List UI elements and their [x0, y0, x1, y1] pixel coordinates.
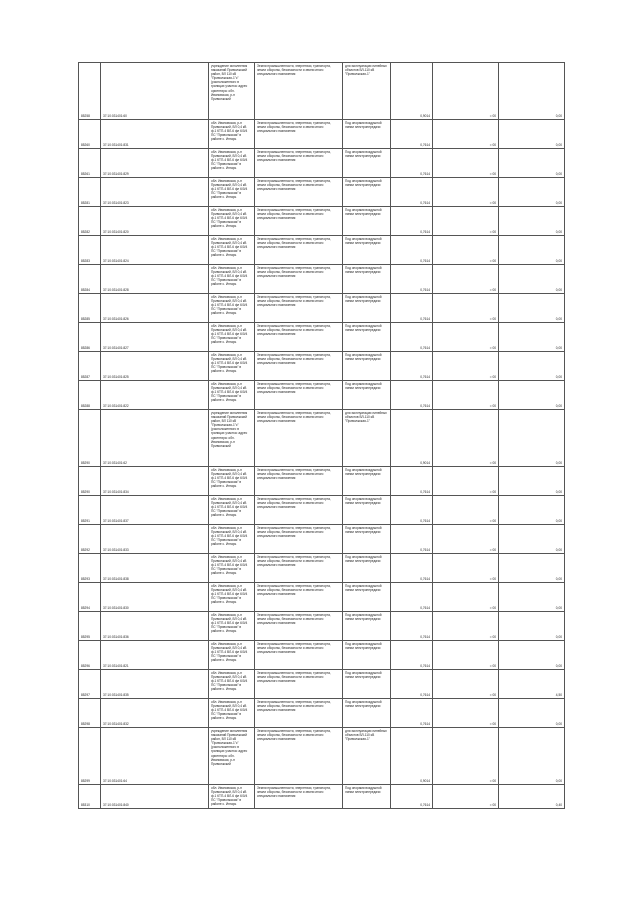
table-row: [79, 120, 565, 149]
land-category-cell: Земли промышленности, энергетики, транспорта, земли обороны, безопасности и земли иного специального назначения: [255, 178, 343, 207]
value-cell: 0,00: [499, 178, 565, 207]
permitted-use-cell: Под опорами воздушной линии электропередачи: [343, 323, 391, 352]
land-category-cell: Земли промышленности, энергетики, транспорта, земли обороны, безопасности и земли иного специального назначения: [255, 410, 343, 467]
table-row: [79, 728, 565, 785]
record-number-cell: 85290: [79, 467, 101, 496]
value-cell: 0,00: [499, 583, 565, 612]
record-number-cell: 85298: [79, 699, 101, 728]
land-category-cell: Земли промышленности, энергетики, транспорта, земли обороны, безопасности и земли иного специального назначения: [255, 583, 343, 612]
permitted-use-cell: Под опорами воздушной линии электропередачи: [343, 236, 391, 265]
land-category-cell: Земли промышленности, энергетики, транспорта, земли обороны, безопасности и земли иного специального назначения: [255, 554, 343, 583]
area-cell: 0,9014: [391, 410, 433, 467]
area-cell: 0,7614: [391, 294, 433, 323]
permitted-use-cell: для эксплуатации линейных объектов ВЛ-110 кВ "Приволжская-1": [343, 410, 391, 467]
area-cell: 0,7614: [391, 583, 433, 612]
land-category-cell: Земли промышленности, энергетики, транспорта, земли обороны, безопасности и земли иного специального назначения: [255, 699, 343, 728]
share-cell: = 00: [433, 467, 499, 496]
address-cell: обл. Ивановская, р-н Приволжский, ВЛ 0,4 кВ ф.1 КТП-4 ВЛ-6 фл 6/0/4 ПС "Приволжская" в районе с. Ингарь: [209, 323, 255, 352]
table-row: [79, 236, 565, 265]
land-category-cell: Земли промышленности, энергетики, транспорта, земли обороны, безопасности и земли иного специального назначения: [255, 728, 343, 785]
cadastral-number-cell: 37:10:031401:64: [101, 728, 209, 785]
cadastral-number-cell: 37:10:031401:60: [101, 63, 209, 120]
land-category-cell: Земли промышленности, энергетики, транспорта, земли обороны, безопасности и земли иного специального назначения: [255, 641, 343, 670]
permitted-use-cell: Под опорами воздушной линии электропередачи: [343, 699, 391, 728]
register-rows: [79, 63, 565, 809]
address-cell: учреждение исполнения наказаний Приволжский район, ВЛ 110 кВ "Приволжская-1"с" (расположенного в границах участка: адрес ориентира: обл. Ивановская, р-н Приволжский: [209, 410, 255, 467]
value-cell: 0,00: [499, 728, 565, 785]
permitted-use-cell: Под опорами воздушной линии электропередачи: [343, 178, 391, 207]
land-category-cell: Земли промышленности, энергетики, транспорта, земли обороны, безопасности и земли иного специального назначения: [255, 612, 343, 641]
share-cell: = 00: [433, 496, 499, 525]
record-number-cell: 85286: [79, 323, 101, 352]
permitted-use-cell: Под опорами воздушной линии электропередачи: [343, 612, 391, 641]
table-row: [79, 554, 565, 583]
land-category-cell: Земли промышленности, энергетики, транспорта, земли обороны, безопасности и земли иного специального назначения: [255, 207, 343, 236]
land-category-cell: Земли промышленности, энергетики, транспорта, земли обороны, безопасности и земли иного специального назначения: [255, 496, 343, 525]
area-cell: 0,7614: [391, 467, 433, 496]
land-category-cell: Земли промышленности, энергетики, транспорта, земли обороны, безопасности и земли иного специального назначения: [255, 236, 343, 265]
record-number-cell: 85261: [79, 149, 101, 178]
cadastral-number-cell: 37:10:031401:831: [101, 120, 209, 149]
value-cell: 0,00: [499, 207, 565, 236]
value-cell: 0,00: [499, 641, 565, 670]
area-cell: 0,7614: [391, 612, 433, 641]
permitted-use-cell: Под опорами воздушной линии электропередачи: [343, 583, 391, 612]
value-cell: 0,00: [499, 294, 565, 323]
share-cell: = 00: [433, 149, 499, 178]
table-row: [79, 525, 565, 554]
value-cell: 0,00: [499, 612, 565, 641]
record-number-cell: 85287: [79, 352, 101, 381]
area-cell: 0,7614: [391, 149, 433, 178]
address-cell: обл. Ивановская, р-н Приволжский, ВЛ 0,4 кВ ф.1 КТП-4 ВЛ-6 фл 6/0/4 ПС "Приволжская" в районе с. Ингарь: [209, 699, 255, 728]
area-cell: 0,7614: [391, 236, 433, 265]
land-category-cell: Земли промышленности, энергетики, транспорта, земли обороны, безопасности и земли иного специального назначения: [255, 785, 343, 809]
land-category-cell: Земли промышленности, энергетики, транспорта, земли обороны, безопасности и земли иного специального назначения: [255, 323, 343, 352]
cadastral-number-cell: 37:10:031401:836: [101, 612, 209, 641]
land-category-cell: Земли промышленности, энергетики, транспорта, земли обороны, безопасности и земли иного специального назначения: [255, 525, 343, 554]
table-row: [79, 178, 565, 207]
address-cell: обл. Ивановская, р-н Приволжский, ВЛ 0,4 кВ ф.1 КТП-4 ВЛ-6 фл 6/0/4 ПС "Приволжская" в районе с. Ингарь: [209, 583, 255, 612]
table-row: [79, 496, 565, 525]
share-cell: = 00: [433, 381, 499, 410]
record-number-cell: 85285: [79, 294, 101, 323]
record-number-cell: 85290: [79, 410, 101, 467]
share-cell: = 00: [433, 120, 499, 149]
land-category-cell: Земли промышленности, энергетики, транспорта, земли обороны, безопасности и земли иного специального назначения: [255, 149, 343, 178]
share-cell: = 00: [433, 670, 499, 699]
record-number-cell: 85284: [79, 265, 101, 294]
share-cell: = 00: [433, 554, 499, 583]
record-number-cell: 85260: [79, 120, 101, 149]
land-register-table: [78, 62, 565, 809]
land-category-cell: Земли промышленности, энергетики, транспорта, земли обороны, безопасности и земли иного специального назначения: [255, 63, 343, 120]
record-number-cell: 85294: [79, 583, 101, 612]
area-cell: 0,7614: [391, 120, 433, 149]
table-row: [79, 670, 565, 699]
land-category-cell: Земли промышленности, энергетики, транспорта, земли обороны, безопасности и земли иного специального назначения: [255, 265, 343, 294]
address-cell: обл. Ивановская, р-н Приволжский, ВЛ 0,4 кВ ф.1 КТП-4 ВЛ-6 фл 6/0/4 ПС "Приволжская" в районе с. Ингарь: [209, 612, 255, 641]
record-number-cell: 85293: [79, 554, 101, 583]
permitted-use-cell: Под опорами воздушной линии электропередачи: [343, 641, 391, 670]
address-cell: обл. Ивановская, р-н Приволжский, ВЛ 0,4 кВ ф.1 КТП-4 ВЛ-6 фл 6/0/4 ПС "Приволжская" в районе с. Ингарь: [209, 352, 255, 381]
permitted-use-cell: Под опорами воздушной линии электропередачи: [343, 265, 391, 294]
record-number-cell: 85283: [79, 236, 101, 265]
value-cell: 0,00: [499, 699, 565, 728]
area-cell: 0,7614: [391, 670, 433, 699]
cadastral-number-cell: 37:10:031401:823: [101, 178, 209, 207]
area-cell: 0,7614: [391, 699, 433, 728]
land-category-cell: Земли промышленности, энергетики, транспорта, земли обороны, безопасности и земли иного специального назначения: [255, 352, 343, 381]
area-cell: 0,7614: [391, 785, 433, 809]
table-row: [79, 352, 565, 381]
area-cell: 0,9014: [391, 728, 433, 785]
value-cell: 0,00: [499, 323, 565, 352]
table-row: [79, 207, 565, 236]
land-category-cell: Земли промышленности, энергетики, транспорта, земли обороны, безопасности и земли иного специального назначения: [255, 381, 343, 410]
share-cell: = 00: [433, 641, 499, 670]
address-cell: обл. Ивановская, р-н Приволжский, ВЛ 0,4 кВ ф.1 КТП-4 ВЛ-6 фл 6/0/4 ПС "Приволжская" в районе с. Ингарь: [209, 207, 255, 236]
record-number-cell: 85281: [79, 178, 101, 207]
share-cell: = 00: [433, 265, 499, 294]
table-row: [79, 294, 565, 323]
land-category-cell: Земли промышленности, энергетики, транспорта, земли обороны, безопасности и земли иного специального назначения: [255, 467, 343, 496]
value-cell: 0,00: [499, 410, 565, 467]
cadastral-number-cell: 37:10:031401:837: [101, 496, 209, 525]
area-cell: 0,7614: [391, 641, 433, 670]
permitted-use-cell: Под опорами воздушной линии электропередачи: [343, 120, 391, 149]
area-cell: 0,7614: [391, 381, 433, 410]
share-cell: = 00: [433, 178, 499, 207]
address-cell: обл. Ивановская, р-н Приволжский, ВЛ 0,4 кВ ф.1 КТП-4 ВЛ-6 фл 6/0/4 ПС "Приволжская" в районе с. Ингарь: [209, 381, 255, 410]
permitted-use-cell: Под опорами воздушной линии электропередачи: [343, 149, 391, 178]
table-row: [79, 641, 565, 670]
value-cell: 0,40: [499, 785, 565, 809]
area-cell: 0,7614: [391, 496, 433, 525]
permitted-use-cell: Под опорами воздушной линии электропередачи: [343, 467, 391, 496]
table-row: [79, 265, 565, 294]
cadastral-number-cell: 37:10:031401:822: [101, 381, 209, 410]
value-cell: 0,00: [499, 149, 565, 178]
cadastral-number-cell: 37:10:031401:838: [101, 554, 209, 583]
table-row: [79, 381, 565, 410]
value-cell: 4,50: [499, 670, 565, 699]
land-category-cell: Земли промышленности, энергетики, транспорта, земли обороны, безопасности и земли иного специального назначения: [255, 120, 343, 149]
record-number-cell: 85295: [79, 612, 101, 641]
record-number-cell: 85292: [79, 525, 101, 554]
value-cell: 0,00: [499, 120, 565, 149]
table-row: [79, 410, 565, 467]
table-row: [79, 63, 565, 120]
record-number-cell: 85282: [79, 207, 101, 236]
address-cell: обл. Ивановская, р-н Приволжский, ВЛ 0,4 кВ ф.1 КТП-4 ВЛ-6 фл 6/0/4 ПС "Приволжская" в районе с. Ингарь: [209, 554, 255, 583]
land-category-cell: Земли промышленности, энергетики, транспорта, земли обороны, безопасности и земли иного специального назначения: [255, 294, 343, 323]
address-cell: обл. Ивановская, р-н Приволжский, ВЛ 0,4 кВ ф.1 КТП-4 ВЛ-6 фл 6/0/4 ПС "Приволжская" в районе с. Ингарь: [209, 670, 255, 699]
share-cell: = 00: [433, 410, 499, 467]
value-cell: 0,00: [499, 554, 565, 583]
record-number-cell: 85296: [79, 641, 101, 670]
cadastral-number-cell: 37:10:031401:827: [101, 323, 209, 352]
area-cell: 0,7614: [391, 352, 433, 381]
permitted-use-cell: для эксплуатации линейных объектов ВЛ-110 кВ "Приволжская-1": [343, 728, 391, 785]
cadastral-number-cell: 37:10:031401:840: [101, 785, 209, 809]
value-cell: 0,00: [499, 63, 565, 120]
table-row: [79, 699, 565, 728]
share-cell: = 00: [433, 583, 499, 612]
cadastral-number-cell: 37:10:031401:828: [101, 265, 209, 294]
cadastral-number-cell: 37:10:031401:835: [101, 670, 209, 699]
area-cell: 0,7614: [391, 525, 433, 554]
value-cell: 0,00: [499, 381, 565, 410]
share-cell: = 00: [433, 699, 499, 728]
cadastral-number-cell: 37:10:031401:821: [101, 641, 209, 670]
share-cell: = 00: [433, 612, 499, 641]
permitted-use-cell: Под опорами воздушной линии электропередачи: [343, 670, 391, 699]
cadastral-number-cell: 37:10:031401:62: [101, 410, 209, 467]
permitted-use-cell: Под опорами воздушной линии электропередачи: [343, 525, 391, 554]
cadastral-number-cell: 37:10:031401:826: [101, 294, 209, 323]
address-cell: обл. Ивановская, р-н Приволжский, ВЛ 0,4 кВ ф.1 КТП-4 ВЛ-6 фл 6/0/4 ПС "Приволжская" в районе с. Ингарь: [209, 265, 255, 294]
cadastral-number-cell: 37:10:031401:824: [101, 236, 209, 265]
area-cell: 0,9014: [391, 63, 433, 120]
area-cell: 0,7614: [391, 207, 433, 236]
cadastral-number-cell: 37:10:031401:825: [101, 352, 209, 381]
address-cell: обл. Ивановская, р-н Приволжский, ВЛ 0,4 кВ ф.1 КТП-4 ВЛ-6 фл 6/0/4 ПС "Приволжская" в районе с. Ингарь: [209, 294, 255, 323]
value-cell: 0,00: [499, 525, 565, 554]
permitted-use-cell: Под опорами воздушной линии электропередачи: [343, 352, 391, 381]
address-cell: обл. Ивановская, р-н Приволжский, ВЛ 0,4 кВ ф.1 КТП-4 ВЛ-6 фл 6/0/4 ПС "Приволжская" в районе с. Ингарь: [209, 525, 255, 554]
table-row: [79, 149, 565, 178]
address-cell: обл. Ивановская, р-н Приволжский, ВЛ 0,4 кВ ф.1 КТП-4 ВЛ-6 фл 6/0/4 ПС "Приволжская" в районе с. Ингарь: [209, 236, 255, 265]
table-row: [79, 785, 565, 809]
land-category-cell: Земли промышленности, энергетики, транспорта, земли обороны, безопасности и земли иного специального назначения: [255, 670, 343, 699]
share-cell: = 00: [433, 63, 499, 120]
share-cell: = 00: [433, 294, 499, 323]
share-cell: = 00: [433, 352, 499, 381]
record-number-cell: 85288: [79, 381, 101, 410]
share-cell: = 00: [433, 236, 499, 265]
record-number-cell: 85291: [79, 496, 101, 525]
permitted-use-cell: Под опорами воздушной линии электропередачи: [343, 294, 391, 323]
area-cell: 0,7614: [391, 178, 433, 207]
value-cell: 0,00: [499, 496, 565, 525]
address-cell: учреждение исполнения наказаний Приволжский район, ВЛ 110 кВ "Приволжская-1"с" (расположенного в границах участка: адрес ориентира: обл. Ивановская, р-н Приволжский: [209, 728, 255, 785]
share-cell: = 00: [433, 728, 499, 785]
value-cell: 0,00: [499, 467, 565, 496]
address-cell: обл. Ивановская, р-н Приволжский, ВЛ 0,4 кВ ф.1 КТП-4 ВЛ-6 фл 6/0/4 ПС "Приволжская" в районе с. Ингарь: [209, 178, 255, 207]
cadastral-number-cell: 37:10:031401:833: [101, 525, 209, 554]
permitted-use-cell: для эксплуатации линейных объектов ВЛ-110 кВ "Приволжская-1": [343, 63, 391, 120]
cadastral-number-cell: 37:10:031401:829: [101, 149, 209, 178]
table-row: [79, 583, 565, 612]
cadastral-number-cell: 37:10:031401:832: [101, 699, 209, 728]
area-cell: 0,7614: [391, 554, 433, 583]
address-cell: обл. Ивановская, р-н Приволжский, ВЛ 0,4 кВ ф.1 КТП-4 ВЛ-6 фл 6/0/4 ПС "Приволжская" в районе с. Ингарь: [209, 149, 255, 178]
cadastral-number-cell: 37:10:031401:820: [101, 207, 209, 236]
value-cell: 0,00: [499, 352, 565, 381]
share-cell: = 00: [433, 525, 499, 554]
area-cell: 0,7614: [391, 323, 433, 352]
record-number-cell: 85297: [79, 670, 101, 699]
record-number-cell: 85258: [79, 63, 101, 120]
cadastral-number-cell: 37:10:031401:834: [101, 467, 209, 496]
address-cell: учреждение исполнения наказаний Приволжский район, ВЛ 110 кВ "Приволжская-1"с" (расположенного в границах участка: адрес ориентира: обл. Ивановская, р-н Приволжский: [209, 63, 255, 120]
share-cell: = 00: [433, 785, 499, 809]
value-cell: 0,00: [499, 265, 565, 294]
address-cell: обл. Ивановская, р-н Приволжский, ВЛ 0,4 кВ ф.1 КТП-4 ВЛ-6 фл 6/0/4 ПС "Приволжская" в районе с. Ингарь: [209, 120, 255, 149]
permitted-use-cell: Под опорами воздушной линии электропередачи: [343, 381, 391, 410]
share-cell: = 00: [433, 323, 499, 352]
area-cell: 0,7614: [391, 265, 433, 294]
address-cell: обл. Ивановская, р-н Приволжский, ВЛ 0,4 кВ ф.1 КТП-4 ВЛ-6 фл 6/0/4 ПС "Приволжская" в районе с. Ингарь: [209, 467, 255, 496]
table-row: [79, 323, 565, 352]
record-number-cell: 85310: [79, 785, 101, 809]
address-cell: обл. Ивановская, р-н Приволжский, ВЛ 0,4 кВ ф.1 КТП-4 ВЛ-6 фл 6/0/4 ПС "Приволжская" в районе с. Ингарь: [209, 785, 255, 809]
value-cell: 0,00: [499, 236, 565, 265]
table-row: [79, 467, 565, 496]
address-cell: обл. Ивановская, р-н Приволжский, ВЛ 0,4 кВ ф.1 КТП-4 ВЛ-6 фл 6/0/4 ПС "Приволжская" в районе с. Ингарь: [209, 641, 255, 670]
address-cell: обл. Ивановская, р-н Приволжский, ВЛ 0,4 кВ ф.1 КТП-4 ВЛ-6 фл 6/0/4 ПС "Приволжская" в районе с. Ингарь: [209, 496, 255, 525]
table-row: [79, 612, 565, 641]
permitted-use-cell: Под опорами воздушной линии электропередачи: [343, 554, 391, 583]
cadastral-number-cell: 37:10:031401:830: [101, 583, 209, 612]
record-number-cell: 85299: [79, 728, 101, 785]
share-cell: = 00: [433, 207, 499, 236]
permitted-use-cell: Под опорами воздушной линии электропередачи: [343, 785, 391, 809]
permitted-use-cell: Под опорами воздушной линии электропередачи: [343, 207, 391, 236]
permitted-use-cell: Под опорами воздушной линии электропередачи: [343, 496, 391, 525]
